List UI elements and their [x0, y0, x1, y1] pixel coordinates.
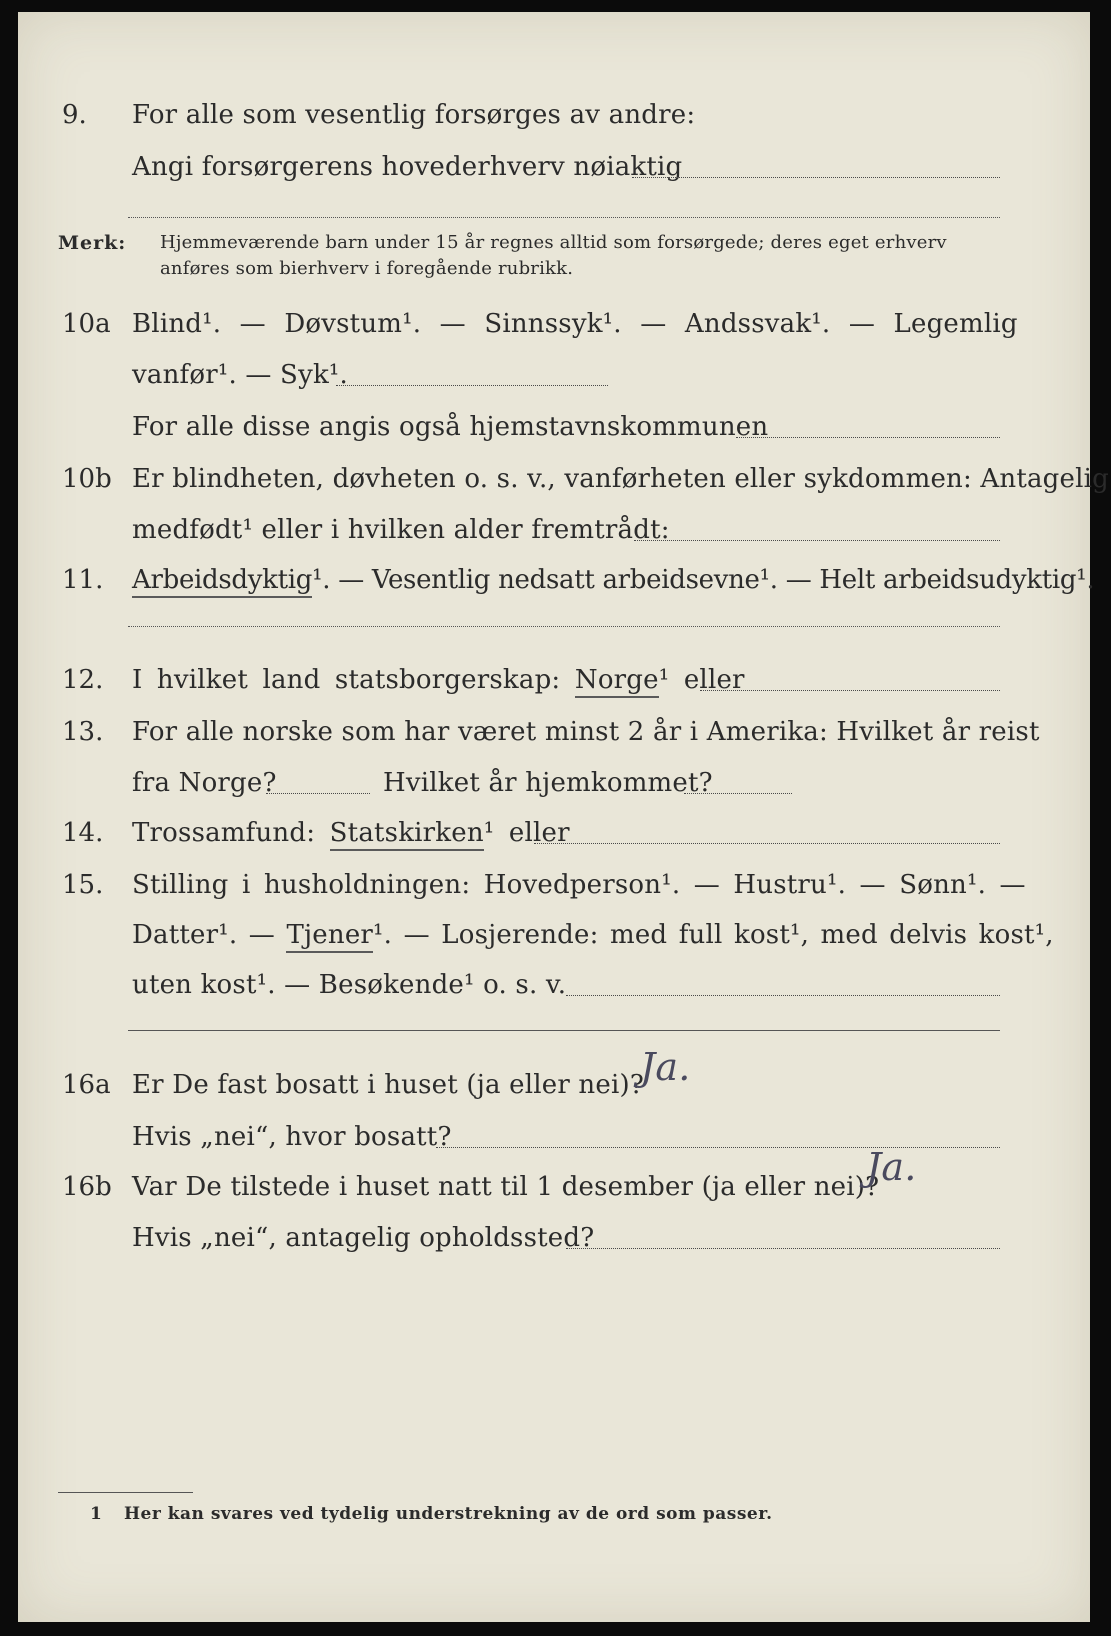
q10b-line1: Er blindheten, døvheten o. s. v., vanførheten eller sykdommen: Antagelig: [132, 464, 1109, 494]
q9-answer-line: [632, 177, 1000, 178]
q14-number: 14.: [62, 818, 104, 848]
footnote-text: Her kan svares ved tydelig understrekning av de ord som passer.: [124, 1504, 773, 1524]
q12-pre: I hvilket land statsborgerskap:: [132, 665, 561, 695]
q14-line: [132, 818, 570, 848]
q10a-line1: Blind¹. — Døvstum¹. — Sinnssyk¹. — Andssvak¹. — Legemlig: [132, 309, 1018, 339]
q13-line2b: Hvilket år hjemkommet?: [383, 768, 713, 798]
q11-rest: ¹. — Vesentlig nedsatt arbeidsevne¹. — Helt arbeidsudyktig¹.: [312, 565, 1095, 595]
q13-reist-line: [266, 793, 370, 794]
q10a-hjemstavn-line: [736, 437, 1000, 438]
q15-line2a: Datter¹. —: [132, 920, 276, 950]
q16b-number: 16b: [62, 1172, 112, 1202]
q16b-handwritten-answer: Ja.: [866, 1145, 917, 1189]
q10b-answer-line: [634, 540, 1000, 541]
q16b-answer-line: [566, 1248, 1000, 1249]
q9-number: 9.: [62, 100, 87, 130]
q10a-line3: For alle disse angis også hjemstavnskommunen: [132, 412, 769, 442]
q15-line3: uten kost¹. — Besøkende¹ o. s. v.: [132, 970, 567, 1000]
census-form-page: [18, 12, 1109, 1622]
q12-number: 12.: [62, 665, 104, 695]
q11-number: 11.: [62, 565, 104, 595]
q11-answer-line: [128, 626, 1000, 627]
q11-option-arbeidsdyktig: Arbeidsdyktig: [132, 565, 312, 598]
merk-label: Merk:: [58, 232, 127, 254]
q13-line2a: fra Norge?: [132, 768, 277, 798]
q16a-line1: Er De fast bosatt i huset (ja eller nei)?: [132, 1070, 644, 1100]
q9-line1: For alle som vesentlig forsørges av andre:: [132, 100, 696, 130]
merk-line1: Hjemmeværende barn under 15 år regnes alltid som forsørgede; deres eget erhverv: [160, 232, 947, 253]
merk-line2: anføres som bierhverv i foregående rubrikk.: [160, 258, 574, 279]
q16b-line2: Hvis „nei“, antagelig opholdssted?: [132, 1223, 595, 1253]
q15-line1: Stilling i husholdningen: Hovedperson¹. — Hustru¹. — Sønn¹. —: [132, 870, 1026, 900]
q15-number: 15.: [62, 870, 104, 900]
q13-number: 13.: [62, 717, 104, 747]
q15-line2b: ¹. — Losjerende: med full kost¹, med delvis kost¹,: [373, 920, 1054, 950]
q14-post: ¹ eller: [483, 818, 570, 848]
q14-answer-line: [534, 843, 1000, 844]
q10b-number: 10b: [62, 464, 112, 494]
q13-line1: For alle norske som har været minst 2 år i Amerika: Hvilket år reist: [132, 717, 1040, 747]
q15-option-tjener: Tjener: [286, 920, 373, 953]
q16a-line2: Hvis „nei“, hvor bosatt?: [132, 1122, 452, 1152]
q13-hjemkommet-line: [684, 793, 792, 794]
q12-answer-line: [700, 690, 1000, 691]
q10a-number: 10a: [62, 309, 111, 339]
footnote-rule: [58, 1492, 193, 1493]
q12-option-norge: Norge: [575, 665, 659, 698]
q16a-handwritten-answer: Ja.: [640, 1045, 691, 1089]
q15-line2: [132, 920, 1054, 950]
q16b-line1: Var De tilstede i huset natt til 1 desember (ja eller nei)?: [132, 1172, 880, 1202]
footnote-mark: 1: [90, 1504, 103, 1524]
q9-answer-line-2: [128, 217, 1000, 218]
q12-line: [132, 665, 745, 695]
q16a-number: 16a: [62, 1070, 111, 1100]
q11-line: [132, 565, 1094, 595]
q10a-line2: vanfør¹. — Syk¹.: [132, 360, 348, 390]
q12-post: ¹ eller: [658, 665, 745, 695]
q10a-answer-line: [336, 385, 608, 386]
q15-answer-line: [566, 995, 1000, 996]
q10b-line2: medfødt¹ eller i hvilken alder fremtrådt:: [132, 515, 670, 545]
q14-option-statskirken: Statskirken: [330, 818, 484, 851]
q15-answer-line-2: [128, 1030, 1000, 1031]
q14-pre: Trossamfund:: [132, 818, 316, 848]
q9-line2: Angi forsørgerens hovederhverv nøiaktig: [132, 152, 683, 182]
